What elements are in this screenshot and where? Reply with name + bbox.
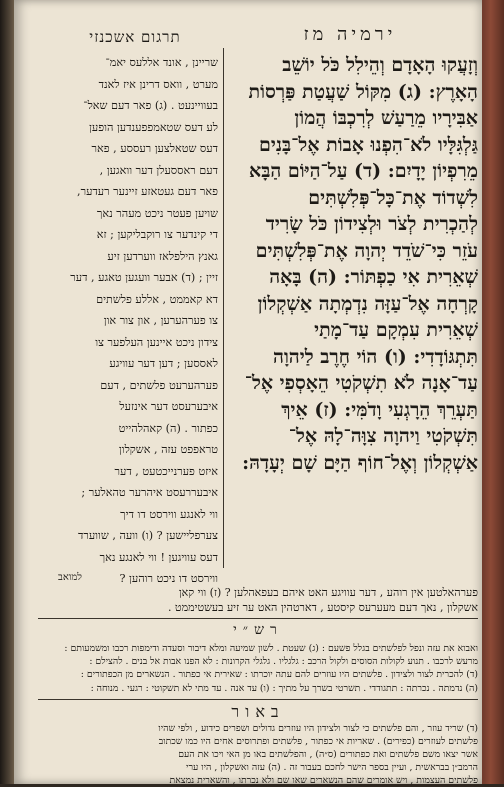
- translation-line: כפתור . (ה) קאהלהייט: [118, 421, 218, 435]
- verse-line: לְהַכְרִית לְצֹר וּלְצִידוֹן כֹּל שָׂרִיד: [265, 213, 478, 235]
- translation-line: מערט , וואס דרינן איז לאנד: [98, 77, 218, 91]
- verse-line: אַשְׁקְלוֹן וְאֶל־חוֹף הַיָּם שָׁם יְעָדָהּ:: [242, 451, 478, 474]
- translation-line: טראפפט עזה , אשקלון: [118, 443, 218, 456]
- biur-heading: באור: [231, 702, 285, 721]
- book-cover-edge: [482, 0, 504, 784]
- translation-column: [38, 52, 218, 590]
- translation-line: בעוויינעט . (ג) פאר דעם שאל־: [83, 99, 218, 112]
- commentary-line: ואבוא את עזה ונפל לפלשתים בגלל פשעם : (ג) שעטת . לשון שמיעה ומלא דיבור וסעדה ודימפות רכבו ומשמעותם :: [64, 643, 478, 654]
- translation-line: איזט פערנייכטעט , דער: [114, 464, 218, 478]
- verse-line: עֹזֵר כִּי־שֹׁדֵד יְהוָה אֶת־פְּלִשְׁתִּים: [255, 239, 478, 262]
- verse-line: גַּלְגִּלָּיו לֹא־הִפְנוּ אָבוֹת אֶל־בָּנִים: [258, 133, 478, 156]
- commentary-line: (ה) נדמתה . נכרתה : תתגודדי . תשרטי בשרך על מתיך : (ו) עד אנה . עד מתי לא תשקוטי : רגעי . מנוחה :: [90, 682, 478, 694]
- translation-line: שויען פעטר ניכט מעהר נאך: [96, 206, 218, 220]
- book-spine: [0, 0, 14, 784]
- translation-line: פערהערעט פלשתים , דעם: [100, 378, 218, 392]
- translation-line: ווירסט דו ניכט רוהען ?: [119, 572, 218, 585]
- translation-line: דא קאממט , אללע פלשתים: [96, 292, 218, 306]
- verse-line: לִשְׁדוֹד אֶת־כָּל־פְּלִשְׁתִּים: [308, 186, 478, 209]
- translation-line: די קינדער צו רוקבליקען ; זא: [96, 228, 218, 241]
- translation-line: זיין ; (ד) אבער וועגען טאגע , דער: [70, 271, 218, 284]
- biur-commentary: [38, 722, 478, 787]
- verse-line: מֵרִפְיוֹן יָדָיִם: (ד) עַל־הַיּוֹם הַבָּא: [249, 160, 478, 182]
- book-page: [14, 0, 482, 784]
- translation-continuation: [38, 585, 478, 615]
- translation-line: גאנץ הילפלאז ווערדען זיע: [107, 249, 218, 263]
- translation-line: צידון ניכט איינען העלפער צו: [95, 335, 218, 349]
- translation-heading: תרגום אשכנזי: [89, 28, 181, 46]
- verse-line: תַּעְרֵךְ הֵרָגְעִי וָדֹמִּי: (ז) אֵיךְ: [281, 398, 478, 421]
- commentary-line: פלשתים לעוזרים (כפירים) . שאריות אי כפתור , פלשתים ופתרוסים אחים היו כמו שכתוב: [158, 736, 478, 747]
- translation-line: דעם ראססעלן דער וואגען ,: [99, 163, 218, 177]
- translation-line: לאססען ; דען דער עוויגע: [109, 357, 218, 370]
- verse-line: שְׁאֵרִית עִמְקָם עַד־מָתַי: [314, 319, 478, 341]
- translation-line: דעס שטאלצען רעססע , פאר: [91, 142, 218, 155]
- verse-line: תִּשְׁקֹטִי וַיהוָה צִוָּה־לָהּ אֶל־: [288, 425, 478, 447]
- translation-line: צערפליישען ? (ו) וועה , שווערד: [77, 529, 218, 542]
- rashi-heading: רש״י: [233, 622, 283, 638]
- verse-line: קָרְחָה אֶל־עַזָּה נִדְמְתָה אַשְׁקְלוֹן: [257, 292, 478, 315]
- divider-line: [38, 618, 478, 619]
- commentary-line: (ד) להכרית לצור ולצידון . פלשתים היו עוזרים להם עתה יוכרתו : שאירית אי כפתור . הנשארים מן הכפתורים :: [80, 669, 478, 681]
- translation-line: איבערעסט דער אינזעל: [119, 400, 218, 413]
- verse-line: תִּתְגּוֹדָדִי: (ו) הוֹי חֶרֶב לַיהוָה: [273, 345, 478, 368]
- verse-line: שְׁאֵרִית אִי כַפְתּוֹר: (ה) בָּאָה: [269, 266, 478, 288]
- translation-line: לע דעס שטאמפפענדען הופען: [89, 120, 218, 134]
- main-text-column: [230, 52, 478, 476]
- main-heading: ירמיה מז: [303, 24, 397, 45]
- translation-line: פערהאלטען אין רוהע , דער עוויגע האט איהם בעפאהלען ? (ז) ווי קאן: [178, 586, 478, 599]
- column-divider: [223, 48, 224, 568]
- translation-line: שריינן , אונד אללעס יאמ־: [105, 56, 218, 69]
- divider-line: [38, 699, 478, 700]
- verse-line: עַד־אָנָה לֹא תִשְׁקֹטִי הֵאָסְפִי אֶל־: [244, 372, 478, 394]
- commentary-line: אשר יצאו משם פלשתים ואת כפתורים (ס״ה) , והפלשתים באו מן האי ויכו את העם: [178, 749, 478, 760]
- commentary-line: פלשתים העצמות , ויש אומרים שהם הנשארים שאו שם ולא נכרתו , והשארית נמצאת: [169, 775, 478, 786]
- rashi-commentary: [38, 642, 478, 695]
- translation-line: דעס עוויגען ! ווי לאנגע נאך: [99, 550, 218, 564]
- commentary-line: מרעש לרכבו . תנוע לקולות הסוסים ולקול הרכב : גלגליו . גלגלי הקרונות : לא הפנו אבות אל בנים . להצילם :: [89, 656, 478, 668]
- verse-line: אַבִּירָיו מֵרַעַשׁ לְרִכְבּוֹ הֲמוֹן: [294, 107, 478, 129]
- translation-line: ווי לאנגע ווירסט דו דיך: [120, 507, 218, 521]
- catch-word: למואב: [58, 572, 82, 583]
- verse-line: הָאָרֶץ: (ג) מִקּוֹל שַׁעֲטַת פַּרְסוֹת: [248, 80, 478, 103]
- translation-line: פאר דעם געטאזע זיינער רעדער,: [77, 185, 218, 198]
- translation-line: איבעררעסט איהרער טהאלער ;: [81, 486, 218, 499]
- commentary-line: הרמב״ן בבראשית , ועיין בספר הישר לחכם בעבור זה . (ה) עזה ואשקלון , היו ערי: [186, 762, 478, 773]
- translation-line: צו פערהערען , און צור און: [103, 314, 218, 327]
- commentary-line: (ד) שריד עוזר , והם פלשתים כי לצור ולצידון היו עוזרים גדולים ושפרים כידוע , ולפי שהיו: [158, 723, 478, 734]
- translation-line: אשקלון , נאך דעם מעערעס קיסטע , דארטהין האט ער זיע בעשטיממט .: [167, 601, 478, 614]
- verse-line: וְזָעֲקוּ הָאָדָם וְהֵילִל כֹּל יוֹשֵׁב: [282, 54, 478, 76]
